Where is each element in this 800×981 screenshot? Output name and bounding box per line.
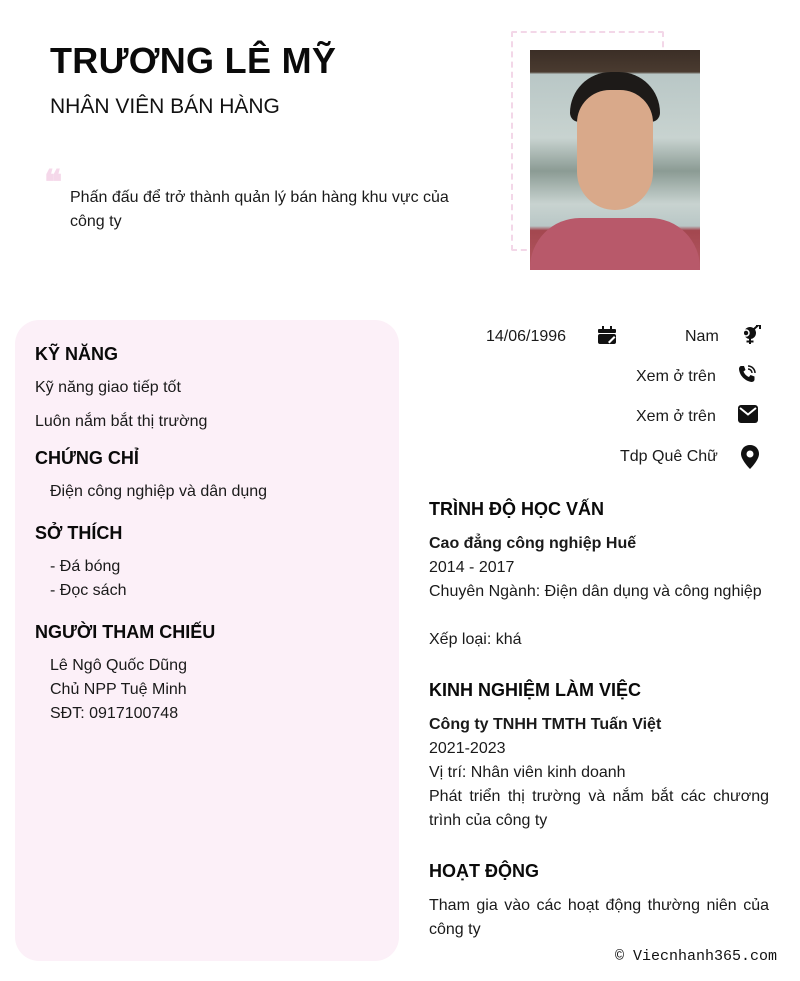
email-value: Xem ở trên	[636, 408, 716, 425]
job-title: NHÂN VIÊN BÁN HÀNG	[50, 95, 280, 118]
profile-photo	[530, 50, 700, 270]
map-pin-icon	[740, 445, 760, 469]
copyright-watermark: © Viecnhanh365.com	[614, 948, 777, 965]
gender-value: Nam	[685, 328, 719, 345]
hobby-item: - Đọc sách	[50, 582, 127, 599]
certificates-heading: CHỨNG CHỈ	[35, 448, 139, 468]
company-name: Công ty TNHH TMTH Tuấn Việt	[429, 716, 662, 733]
experience-period: 2021-2023	[429, 740, 506, 757]
experience-description: Phát triển thị trường và nắm bắt các chương trình của công ty	[429, 788, 769, 829]
activities-heading: HOẠT ĐỘNG	[429, 861, 539, 881]
skill-item: Kỹ năng giao tiếp tốt	[35, 379, 181, 396]
hobbies-heading: SỞ THÍCH	[35, 523, 123, 543]
calendar-edit-icon	[597, 326, 617, 346]
skills-heading: KỸ NĂNG	[35, 344, 119, 364]
school-name: Cao đẳng công nghiệp Huế	[429, 535, 637, 552]
phone-icon	[738, 365, 756, 383]
phone-value: Xem ở trên	[636, 368, 716, 385]
candidate-name: TRƯƠNG LÊ MỸ	[50, 40, 337, 81]
education-major: Chuyên Ngành: Điện dân dụng và công nghiệp	[429, 583, 762, 600]
gender-icon	[740, 325, 762, 345]
experience-role: Vị trí: Nhân viên kinh doanh	[429, 764, 626, 781]
left-sidebar-panel	[15, 320, 399, 961]
birthdate-value: 14/06/1996	[486, 328, 567, 345]
education-heading: TRÌNH ĐỘ HỌC VẤN	[429, 499, 604, 519]
skill-item: Luôn nắm bắt thị trường	[35, 413, 208, 430]
activities-description: Tham gia vào các hoạt động thường niên của công ty	[429, 897, 769, 938]
address-value: Tdp Quê Chữ	[620, 448, 718, 465]
reference-name: Lê Ngô Quốc Dũng	[50, 657, 187, 674]
references-heading: NGƯỜI THAM CHIẾU	[35, 622, 216, 642]
certificate-item: Điện công nghiệp và dân dụng	[50, 483, 268, 500]
education-period: 2014 - 2017	[429, 559, 515, 576]
career-objective: Phấn đấu để trở thành quản lý bán hàng khu vực của công ty	[70, 189, 449, 230]
quote-icon: ❝	[44, 163, 63, 203]
envelope-icon	[738, 405, 758, 423]
reference-phone: SĐT: 0917100748	[50, 705, 179, 722]
hobby-item: - Đá bóng	[50, 558, 121, 575]
education-grade: Xếp loại: khá	[429, 631, 522, 648]
experience-heading: KINH NGHIỆM LÀM VIỆC	[429, 680, 642, 700]
reference-title: Chủ NPP Tuệ Minh	[50, 681, 187, 698]
